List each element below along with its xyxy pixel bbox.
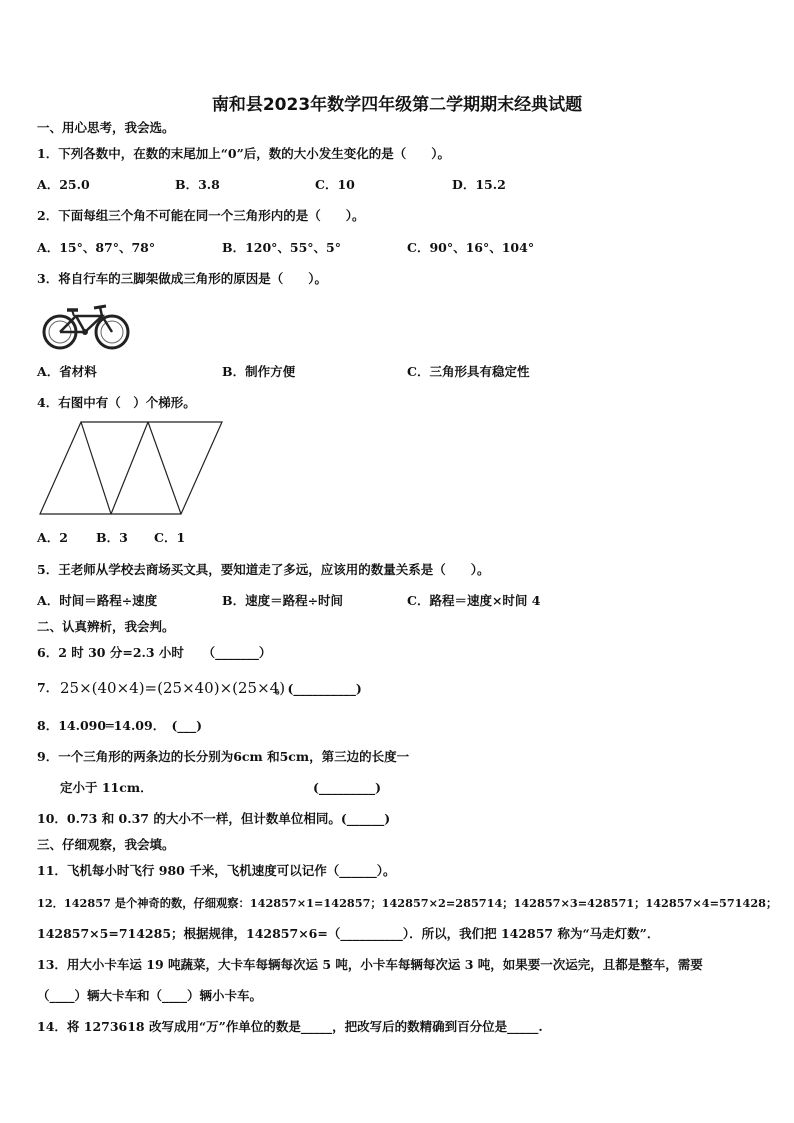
q4-option-c[interactable]: C．1 [154, 530, 186, 545]
question-12-line-2: 142857×5=714285；根据规律，142857×6=（__________）．所以，我们把 142857 称为“马走灯数”． [37, 926, 660, 941]
question-9-line-1: 9．一个三角形的两条边的长分别为6cm 和5cm，第三边的长度一 [37, 749, 410, 764]
question-11: 11．飞机每小时飞行 980 千米，飞机速度可以记作（______）。 [37, 863, 396, 878]
question-5-stem: 5．王老师从学校去商场买文具，要知道走了多远，应该用的数量关系是（ ）。 [37, 562, 490, 577]
q4-option-b[interactable]: B．3 [96, 530, 128, 545]
q3-option-c[interactable]: C．三角形具有稳定性 [407, 364, 530, 379]
q4-option-a[interactable]: A．2 [37, 530, 68, 545]
q3-option-a[interactable]: A．省材料 [37, 364, 97, 379]
q1-option-b[interactable]: B．3.8 [175, 177, 220, 192]
question-1-stem: 1．下列各数中，在数的末尾加上“0”后，数的大小发生变化的是（ ）。 [37, 146, 451, 161]
question-13-line-1: 13．用大小卡车运 19 吨蔬菜，大卡车每辆每次运 5 吨，小卡车每辆每次运 3 吨，如果要一次运完，且都是整车，需要 [37, 957, 703, 972]
section-1-heading: 一、用心思考，我会选。 [37, 120, 175, 135]
question-13-line-2: （____）辆大卡车和（____）辆小卡车。 [37, 988, 263, 1003]
question-2-stem: 2．下面每组三个角不可能在同一个三角形内的是（ ）。 [37, 208, 365, 223]
q2-option-b[interactable]: B．120°、55°、5° [222, 240, 342, 255]
q3-option-b[interactable]: B．制作方便 [222, 364, 296, 379]
q5-option-c[interactable]: C．路程＝速度×时间 4 [407, 593, 541, 608]
question-6: 6．2 时 30 分=2.3 小时 （_______） [37, 645, 272, 660]
section-2-heading: 二、认真辨析，我会判。 [37, 619, 175, 634]
q5-option-a[interactable]: A．时间＝路程÷速度 [37, 593, 158, 608]
question-9-blank[interactable]: (_________) [313, 780, 382, 795]
bicycle-image [40, 302, 132, 352]
q1-option-d[interactable]: D．15.2 [452, 177, 506, 192]
question-8: 8．14.090═14.09． (___) [37, 718, 203, 733]
question-4-stem: 4．右图中有（ ）个梯形。 [37, 395, 196, 410]
q2-option-a[interactable]: A．15°、87°、78° [37, 240, 156, 255]
section-3-heading: 三、仔细观察，我会填。 [37, 837, 175, 852]
q5-option-b[interactable]: B．速度＝路程÷时间 [222, 593, 344, 608]
question-9-line-2: 定小于 11cm． [60, 780, 153, 795]
question-14: 14．将 1273618 改写成用“万”作单位的数是_____，把改写后的数精确到百分位是_____. [37, 1019, 543, 1034]
question-7-number: 7． [37, 680, 59, 695]
q2-option-c[interactable]: C．90°、16°、104° [407, 240, 535, 255]
q1-option-a[interactable]: A．25.0 [37, 177, 90, 192]
question-3-stem: 3．将自行车的三脚架做成三角形的原因是（ ）。 [37, 271, 327, 286]
question-12-line-1: 12．142857 是个神奇的数，仔细观察：142857×1=142857；142857×2=285714；142857×3=428571；142857×4=571428； [37, 896, 778, 910]
page-title: 南和县2023年数学四年级第二学期期末经典试题 [211, 95, 583, 115]
question-7-formula: 25×(40×4)=(25×40)×(25×4) [60, 679, 286, 697]
question-10: 10．0.73 和 0.37 的大小不一样，但计数单位相同。(______) [37, 811, 391, 826]
trapezoid-figure [36, 418, 226, 518]
q1-option-c[interactable]: C．10 [315, 177, 355, 192]
question-7-blank[interactable]: 。(__________) [275, 681, 362, 696]
